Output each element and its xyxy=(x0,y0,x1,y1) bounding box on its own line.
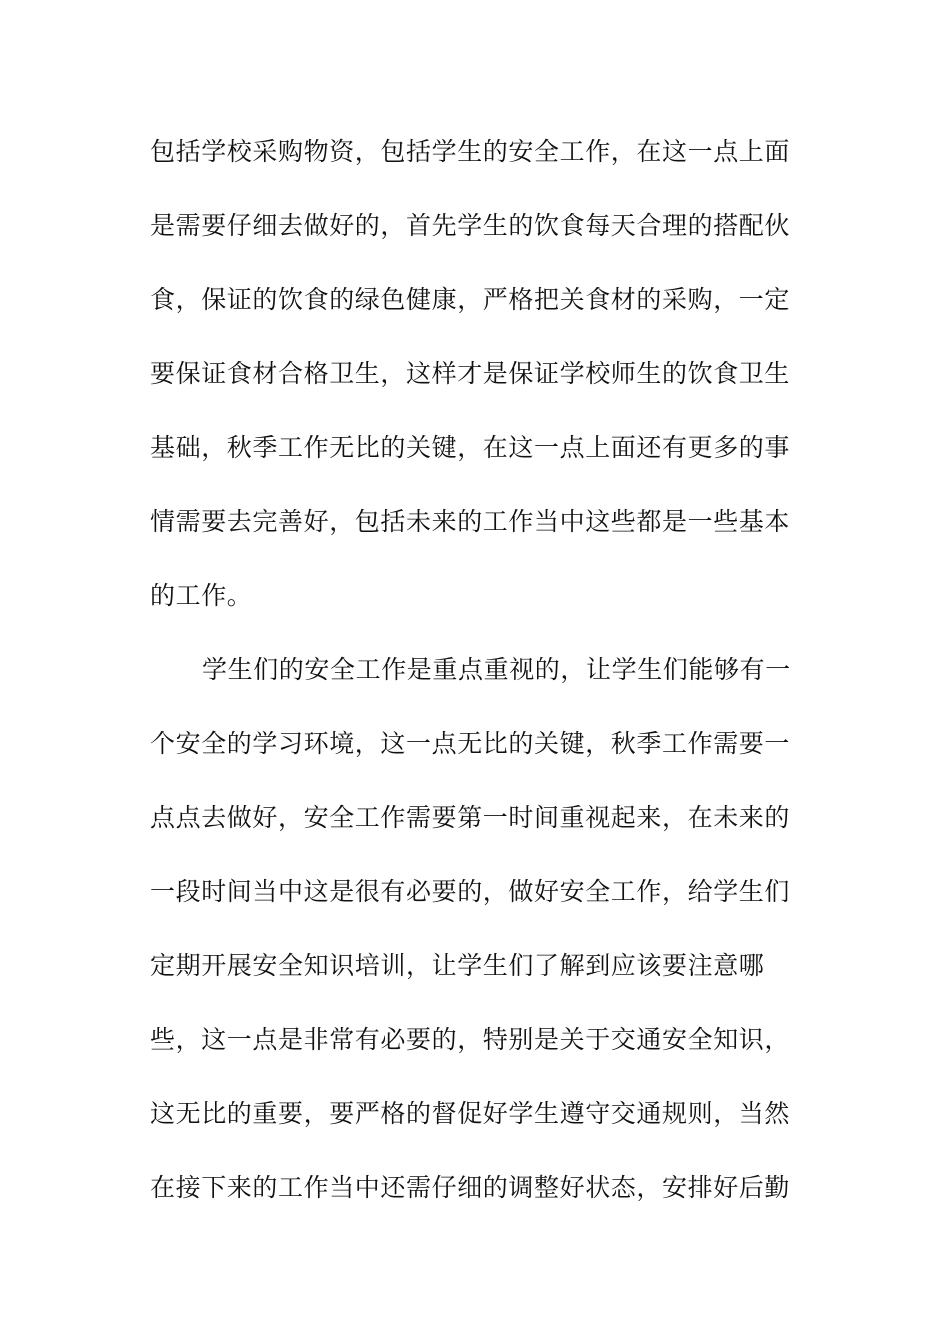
text-line: 一段时间当中这是很有必要的，做好安全工作，给学生们 xyxy=(150,877,791,906)
text-line: 要保证食材合格卫生，这样才是保证学校师生的饮食卫生 xyxy=(150,359,791,388)
text-line: 在接下来的工作当中还需仔细的调整好状态，安排好后勤 xyxy=(150,1173,791,1202)
text-line: 定期开展安全知识培训，让学生们了解到应该要注意哪 xyxy=(150,951,765,980)
text-line: 这无比的重要，要严格的督促好学生遵守交通规则，当然 xyxy=(150,1099,791,1128)
text-line: 包括学校采购物资，包括学生的安全工作，在这一点上面 xyxy=(150,137,791,166)
text-line: 是需要仔细去做好的，首先学生的饮食每天合理的搭配伙 xyxy=(150,211,791,240)
text-line: 情需要去完善好，包括未来的工作当中这些都是一些基本 xyxy=(150,507,791,536)
text-line: 点点去做好，安全工作需要第一时间重视起来，在未来的 xyxy=(150,803,791,832)
text-line: 个安全的学习环境，这一点无比的关键，秋季工作需要一 xyxy=(150,729,791,758)
text-line: 的工作。 xyxy=(150,581,253,610)
paragraph-first-line: 学生们的安全工作是重点重视的，让学生们能够有一 xyxy=(202,655,791,684)
text-line: 基础，秋季工作无比的关键，在这一点上面还有更多的事 xyxy=(150,433,791,462)
text-line: 食，保证的饮食的绿色健康，严格把关食材的采购，一定 xyxy=(150,285,791,314)
text-line: 些，这一点是非常有必要的，特别是关于交通安全知识， xyxy=(150,1025,791,1054)
